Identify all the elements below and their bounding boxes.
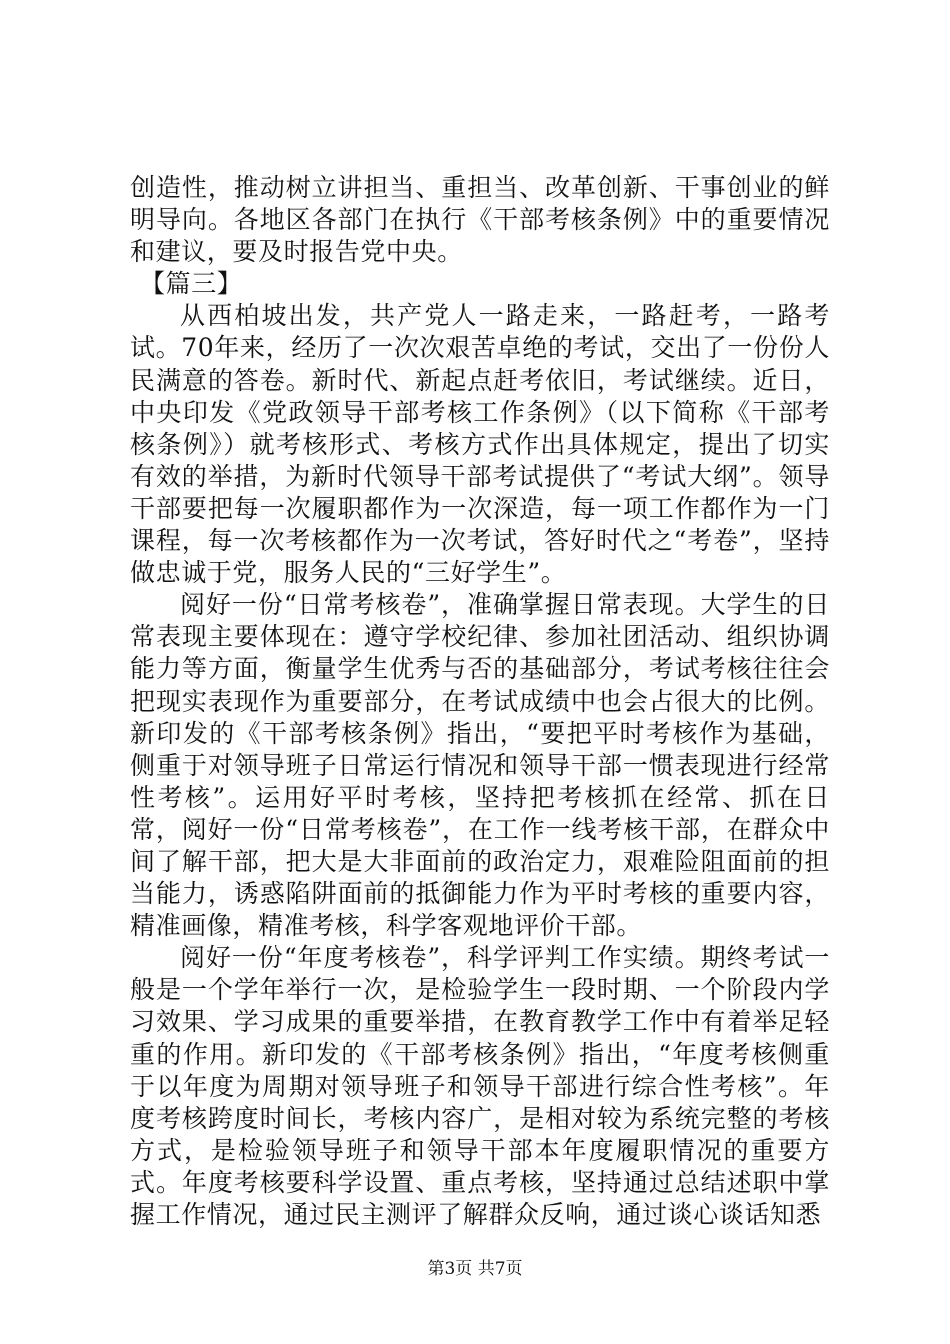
document-body	[130, 172, 830, 1231]
paragraph-annual-review: 阅好一份“年度考核卷”，科学评判工作实绩。期终考试一般是一个学年举行一次，是检验学生一段时期、一个阶段内学习效果、学习成果的重要举措，在教育教学工作中有着举足轻重的作用。新印发的《干部考核条例》指出，“年度考核侧重于以年度为周期对领导班子和领导干部进行综合性考核”。年度考核跨度时间长，考核内容广，是相对较为系统完整的考核方式，是检验领导班子和领导干部本年度履职情况的重要方式。年度考核要科学设置、重点考核，坚持通过总结述职中掌握工作情况，通过民主测评了解群众反响，通过谈心谈话知悉	[130, 943, 830, 1229]
section-heading: 【篇三】	[140, 269, 243, 299]
paragraph-intro: 从西柏坡出发，共产党人一路走来，一路赶考，一路考试。70年来，经历了一次次艰苦卓绝的考试，交出了一份份人民满意的答卷。新时代、新起点赶考依旧，考试继续。近日，中央印发《党政领导干部考核工作条例》（以下简称《干部考核条例》）就考核形式、考核方式作出具体规定，提出了切实有效的举措，为新时代领导干部考试提供了“考试大纲”。领导干部要把每一次履职都作为一次深造，每一项工作都作为一门课程，每一次考核都作为一次考试，答好时代之“考卷”，坚持做忠诚于党，服务人民的“三好学生”。	[130, 301, 830, 588]
paragraph-daily-review: 阅好一份“日常考核卷”，准确掌握日常表现。大学生的日常表现主要体现在：遵守学校纪律、参加社团活动、组织协调能力等方面，衡量学生优秀与否的基础部分，考试考核往往会把现实表现作为重要部分，在考试成绩中也会占很大的比例。新印发的《干部考核条例》指出，“要把平时考核作为基础，侧重于对领导班子日常运行情况和领导干部一惯表现进行经常性考核”。运用好平时考核，坚持把考核抓在经常、抓在日常，阅好一份“日常考核卷”，在工作一线考核干部，在群众中间了解干部，把大是大非面前的政治定力，艰难险阻面前的担当能力，诱惑陷阱面前的抵御能力作为平时考核的重要内容，精准画像，精准考核，科学客观地评价干部。	[130, 590, 830, 941]
paragraph-continuation: 创造性，推动树立讲担当、重担当、改革创新、干事创业的鲜明导向。各地区各部门在执行《干部考核条例》中的重要情况和建议，要及时报告党中央。	[130, 173, 830, 267]
page-footer: 第3页 共7页	[427, 1259, 523, 1279]
